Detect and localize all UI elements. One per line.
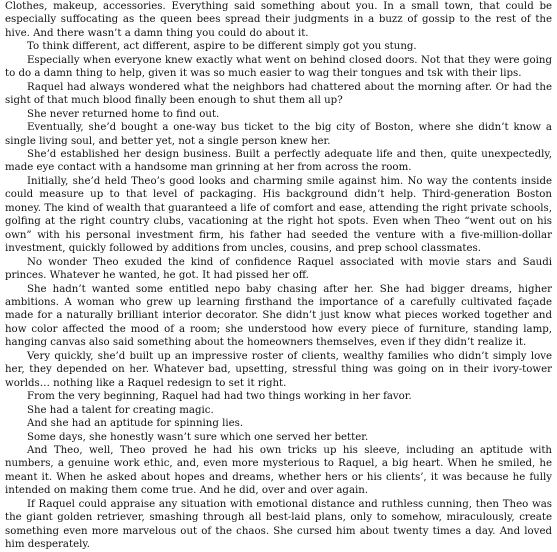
paragraph-15: Some days, she honestly wasn’t sure which one served her better. bbox=[27, 431, 369, 443]
paragraph-3: Especially when everyone knew exactly what went on behind closed doors. Not that they were going to do a damn thing to help, given it was so much easier to wag their tongues and tsk with their lips. bbox=[5, 54, 552, 80]
paragraph-12: From the very beginning, Raquel had had two things working in her favor. bbox=[27, 391, 412, 403]
paragraph-1: Clothes, makeup, accessories. Everything said something about you. In a small town, that could be especially suffocating as the queen bees spread their judgments in a buzz of gossip to the rest of the hive. And there wasn’t a damn thing you could do about it. bbox=[5, 1, 552, 39]
document-page bbox=[5, 0, 552, 551]
paragraph-10: She hadn’t wanted some entitled nepo baby chasing after her. She had bigger dreams, higher ambitions. A woman who grew up learning firsthand the importance of a carefully cultivated façade made for a naturally brilliant interior decorator. She didn’t just know what pieces worked together and how color affected the mood of a room; she understood how every piece of furniture, standing lamp, hanging canvas also said something about the homeowners themselves, even if they didn’t realize it. bbox=[5, 283, 552, 349]
paragraph-6: Eventually, she’d bought a one-way bus ticket to the big city of Boston, where she didn’t know a single living soul, and better yet, not a single person knew her. bbox=[5, 122, 552, 147]
paragraph-4: Raquel had always wondered what the neighbors had chattered about the morning after. Or had the sight of that much blood finally been enough to shut them all up? bbox=[5, 81, 552, 107]
paragraph-9: No wonder Theo exuded the kind of confidence Raquel associated with movie stars and Saudi princes. Whatever he wanted, he got. It had pissed her off. bbox=[5, 256, 552, 282]
paragraph-5: She never returned home to find out. bbox=[27, 108, 220, 120]
paragraph-11: Very quickly, she’d built up an impressive roster of clients, wealthy families who didn’t simply love her, they depended on her. Whatever bad, upsetting, stressful thing was going on in their ivory-tower worlds… nothing like a Raquel redesign to set it right. bbox=[5, 350, 552, 389]
paragraph-13: She had a talent for creating magic. bbox=[27, 404, 214, 416]
paragraph-7: She’d established her design business. Built a perfectly adequate life and then, quite unexpectedly, made eye contact with a handsome man grinning at her from across the room. bbox=[5, 148, 552, 174]
paragraph-8: Initially, she’d held Theo’s good looks and charming smile against him. No way the contents inside could measure up to that level of packaging. His background didn’t help. Third-generation Boston money. The kind of wealth that guaranteed a life of comfort and ease, attending the right private schools, golfing at the right country clubs, vacationing at the right hot spots. Even when Theo “went out on his own” with his personal investment firm, his father had seeded the venture with a five-million-dollar investment, quickly followed by additions from uncles, cousins, and prep school classmates. bbox=[5, 175, 552, 255]
paragraph-2: To think different, act different, aspire to be different simply got you stung. bbox=[27, 41, 417, 53]
paragraph-16: And Theo, well, Theo proved he had his own tricks up his sleeve, including an aptitude with numbers, a genuine work ethic, and, even more mysterious to Raquel, a big heart. When he smiled, he meant it. When he asked about hopes and dreams, whether hers or his clients’, it was because he fully intended on making them come true. And he did, over and over again. bbox=[5, 444, 552, 497]
paragraph-17: If Raquel could appraise any situation with emotional distance and ruthless cunning, then Theo was the giant golden retriever, smashing through all best-laid plans, only to somehow, miraculously, create something even more marvelous out of the chaos. She cursed him about twenty times a day. And loved him desperately. bbox=[5, 498, 552, 551]
paragraph-14: And she had an aptitude for spinning lies. bbox=[27, 418, 244, 430]
